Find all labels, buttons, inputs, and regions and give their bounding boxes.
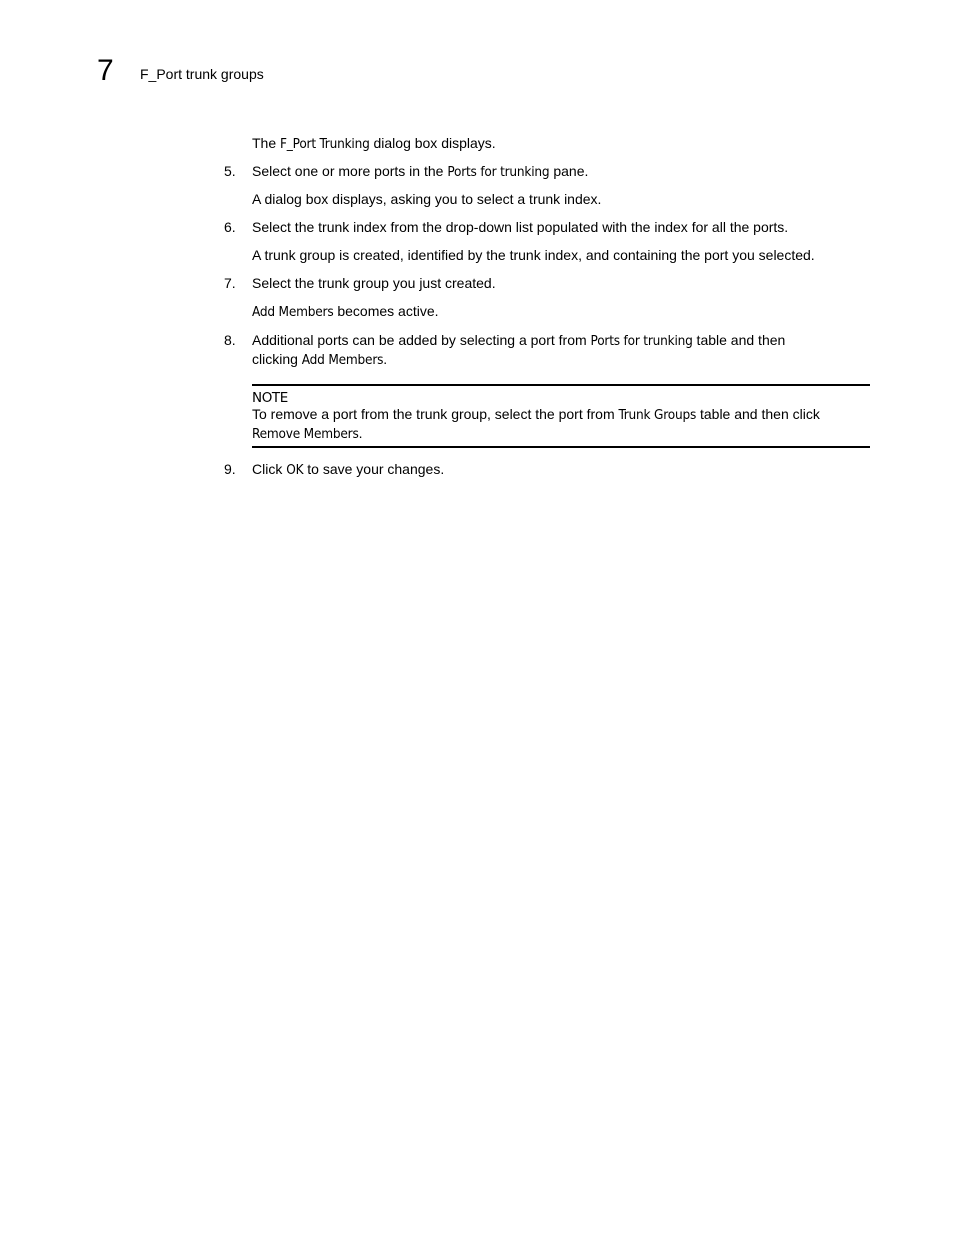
step-5-pre: Select one or more ports in the: [252, 163, 448, 179]
note-box: [252, 384, 870, 448]
step-5-post: pane.: [549, 163, 589, 179]
chapter-number: 7: [97, 54, 114, 87]
step-7-result: [252, 302, 439, 322]
note-line-1: [252, 405, 820, 425]
note-line-2: [252, 424, 362, 444]
step-7-text: Select the trunk group you just created.: [252, 275, 496, 291]
step-9-bold: OK: [286, 462, 304, 478]
step-8-line-1: [252, 331, 785, 351]
note-line-1-pre: To remove a port from the trunk group, select the port from: [252, 406, 619, 422]
note-title: NOTE: [252, 390, 288, 406]
step-8-number: 8.: [224, 332, 236, 348]
step-5-result: A dialog box displays, asking you to select a trunk index.: [252, 191, 602, 207]
intro-paragraph: [252, 134, 496, 154]
intro-text-end: dialog box displays.: [369, 135, 496, 151]
step-5-number: 5.: [224, 163, 236, 179]
note-line-2-bold: Remove Members: [252, 426, 359, 442]
step-8-line-2: [252, 350, 387, 370]
step-8-line-2-post: .: [383, 351, 388, 367]
step-8-line-1-post: table and then: [692, 332, 786, 348]
step-9-post: to save your changes.: [303, 461, 445, 477]
step-6-text: Select the trunk index from the drop-down list populated with the index for all the ports.: [252, 219, 789, 235]
step-5-bold: Ports for trunking: [447, 164, 550, 180]
step-9-pre: Click: [252, 461, 287, 477]
note-line-2-post: .: [358, 425, 363, 441]
note-line-1-post: table and then click: [696, 406, 820, 422]
step-9-number: 9.: [224, 461, 236, 477]
note-line-1-bold: Trunk Groups: [618, 407, 697, 423]
intro-text: The: [252, 135, 281, 151]
step-8-line-2-pre: clicking: [252, 351, 302, 367]
step-5-text: [252, 162, 588, 182]
running-header-title: F_Port trunk groups: [140, 66, 264, 82]
step-7-result-bold: Add Members: [252, 304, 334, 320]
step-8-line-1-bold: Ports for trunking: [590, 333, 693, 349]
step-8-line-2-bold: Add Members: [301, 352, 384, 368]
step-6-result: A trunk group is created, identified by the trunk index, and containing the port you selected.: [252, 247, 815, 263]
step-9-text: [252, 460, 444, 480]
step-7-result-post: becomes active.: [333, 303, 439, 319]
step-6-number: 6.: [224, 219, 236, 235]
dialog-name-bold: F_Port Trunking: [280, 136, 370, 152]
step-7-number: 7.: [224, 275, 236, 291]
step-8-line-1-pre: Additional ports can be added by selecting a port from: [252, 332, 591, 348]
